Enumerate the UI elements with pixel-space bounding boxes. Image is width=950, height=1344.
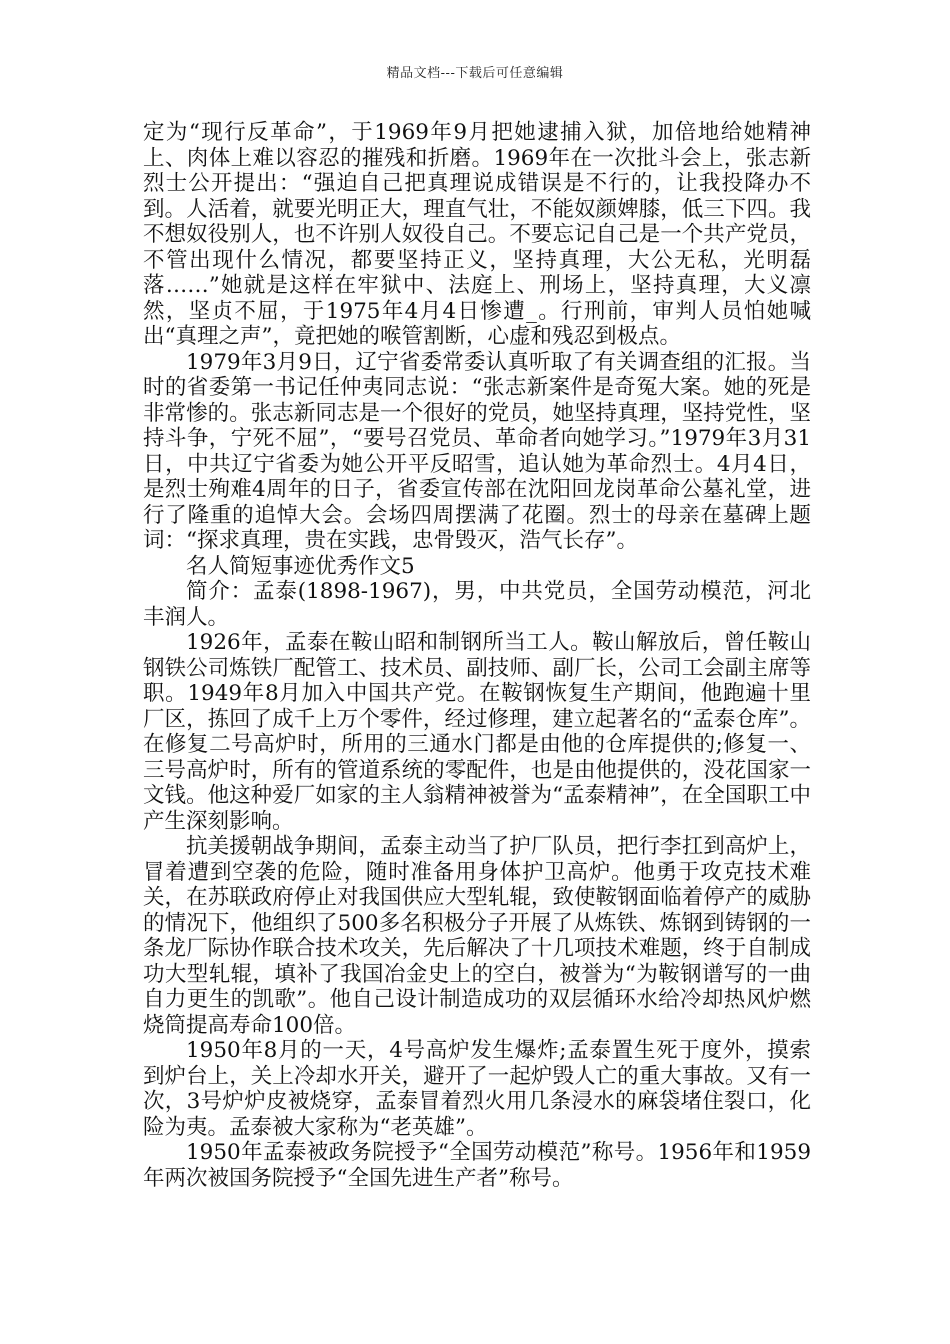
paragraph: 1979年3月9日，辽宁省委常委认真听取了有关调查组的汇报。当时的省委第一书记任仲夷同志说：“张志新案件是奇冤大案。她的死是非常惨的。张志新同志是一个很好的党员，她坚持真理，坚持党性，坚持斗争，宁死不屈”，“要号召党员、革命者向她学习。”1979年3月31日，中共辽宁省委为她公开平反昭雪，追认她为革命烈士。4月4日，是烈士殉难4周年的日子，省委宣传部在沈阳回龙岗革命公墓礼堂，进行了隆重的追悼大会。会场四周摆满了花圈。烈士的母亲在墓碑上题词：“探求真理，贵在实践，忠骨毁灭，浩气长存”。 <box>143 349 811 553</box>
section-heading: 名人简短事迹优秀作文5 <box>186 553 415 579</box>
document-body <box>143 120 811 1191</box>
paragraph-intro: 简介：孟泰(1898-1967)，男，中共党员，全国劳动模范，河北丰润人。 <box>143 579 811 630</box>
page-header: 精品文档---下载后可任意编辑 <box>386 66 564 81</box>
paragraph: 1926年，孟泰在鞍山昭和制钢所当工人。鞍山解放后，曾任鞍山钢铁公司炼铁厂配管工、技术员、副技师、副厂长，公司工会副主席等职。1949年8月加入中国共产党。在鞍钢恢复生产期间，他跑遍十里厂区，拣回了成千上万个零件，经过修理，建立起著名的“孟泰仓库”。在修复二号高炉时，所用的三通水门都是由他的仓库提供的;修复一、三号高炉时，所有的管道系统的零配件，也是由他提供的，没花国家一文钱。他这种爱厂如家的主人翁精神被誉为“孟泰精神”，在全国职工中产生深刻影响。 <box>143 630 811 834</box>
paragraph-continuation: 定为“现行反革命”，于1969年9月把她逮捕入狱，加倍地给她精神上、肉体上难以容忍的摧残和折磨。1969年在一次批斗会上，张志新烈士公开提出：“强迫自己把真理说成错误是不行的，让我投降办不到。人活着，就要光明正大，理直气壮，不能奴颜婢膝，低三下四。我不想奴役别人，也不许别人奴役自己。不要忘记自己是一个共产党员，不管出现什么情况，都要坚持正义，坚持真理，大公无私，光明磊落……”她就是这样在牢狱中、法庭上、刑场上，坚持真理，大义凛然，坚贞不屈，于1975年4月4日惨遭_。行刑前，审判人员怕她喊出“真理之声”，竟把她的喉管割断，心虚和残忍到极点。 <box>143 120 811 349</box>
paragraph: 1950年孟泰被政务院授予“全国劳动模范”称号。1956年和1959年两次被国务院授予“全国先进生产者”称号。 <box>143 1140 811 1191</box>
paragraph: 1950年8月的一天，4号高炉发生爆炸;孟泰置生死于度外，摸索到炉台上，关上冷却水开关，避开了一起炉毁人亡的重大事故。又有一次，3号炉炉皮被烧穿，孟泰冒着烈火用几条浸水的麻袋堵住裂口，化险为夷。孟泰被大家称为“老英雄”。 <box>143 1038 811 1140</box>
paragraph: 抗美援朝战争期间，孟泰主动当了护厂队员，把行李扛到高炉上，冒着遭到空袭的危险，随时准备用身体护卫高炉。他勇于攻克技术难关，在苏联政府停止对我国供应大型轧辊，致使鞍钢面临着停产的威胁的情况下，他组织了500多名积极分子开展了从炼铁、炼钢到铸钢的一条龙厂际协作联合技术攻关，先后解决了十几项技术难题，终于自制成功大型轧辊，填补了我国冶金史上的空白，被誉为“为鞍钢谱写的一曲自力更生的凯歌”。他自己设计制造成功的双层循环水给冷却热风炉燃烧筒提高寿命100倍。 <box>143 834 811 1038</box>
